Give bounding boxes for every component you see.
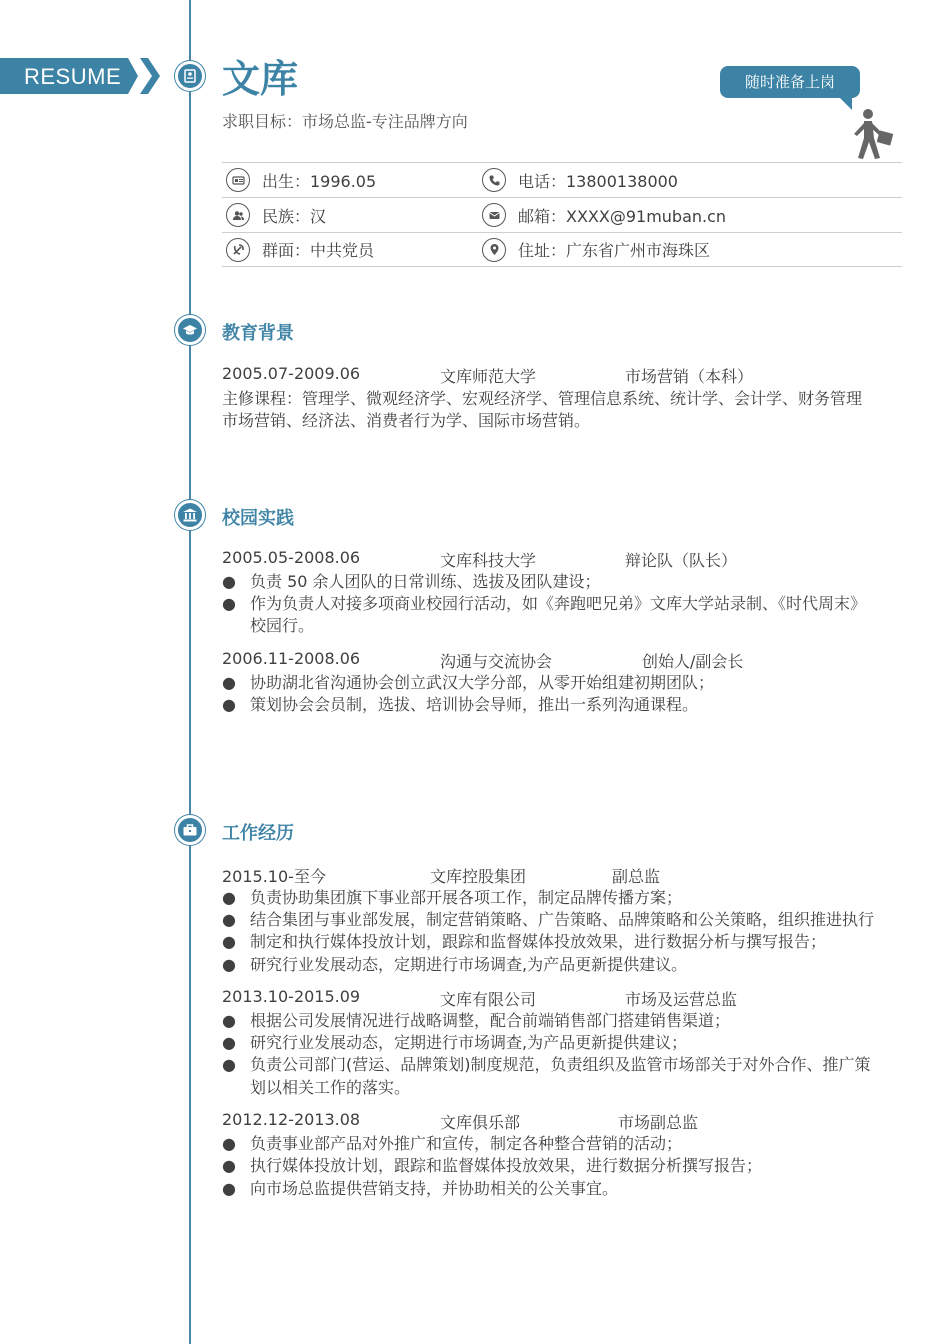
info-row	[222, 232, 902, 267]
campus-role: 辩论队（队长）	[625, 551, 738, 570]
courses-line-2: 市场营销、经济法、消费者行为学、国际市场营销。	[222, 411, 591, 430]
phone-icon	[482, 168, 506, 192]
work-date: 2015.10-至今	[222, 867, 326, 886]
address: 住址：广东省广州市海珠区	[518, 241, 711, 260]
briefcase-icon	[175, 815, 205, 845]
id-card-icon	[226, 168, 250, 192]
campus-date: 2006.11-2008.06	[222, 649, 361, 668]
campus-role: 创始人/副会长	[642, 652, 744, 671]
education-title: 教育背景	[222, 323, 294, 344]
campus-org: 沟通与交流协会	[440, 652, 553, 671]
resume-banner	[0, 58, 160, 94]
party-emblem-icon	[226, 238, 250, 262]
businessman-walking-icon	[848, 108, 896, 162]
work-role: 市场副总监	[618, 1113, 699, 1132]
education-major: 市场营销（本科）	[625, 367, 754, 386]
work-company: 文库俱乐部	[440, 1113, 521, 1132]
profile-icon	[175, 61, 205, 91]
work-role: 副总监	[612, 867, 661, 886]
ethnicity: 民族：汉	[262, 206, 327, 226]
mail-icon	[482, 203, 506, 227]
candidate-name: 文库	[222, 57, 299, 101]
work-title: 工作经历	[222, 823, 294, 844]
email-address: 邮箱：XXXX@91muban.cn	[518, 206, 727, 226]
location-pin-icon	[482, 238, 506, 262]
campus-org: 文库科技大学	[440, 551, 537, 570]
education-date: 2005.07-2009.06	[222, 364, 361, 383]
work-role: 市场及运营总监	[625, 990, 738, 1009]
people-icon	[226, 203, 250, 227]
timeline-line	[189, 0, 191, 1344]
education-school: 文库师范大学	[440, 367, 537, 386]
info-row	[222, 162, 902, 197]
status-bubble: 随时准备上岗	[720, 66, 860, 98]
work-company: 文库有限公司	[440, 990, 537, 1009]
work-company: 文库控股集团	[430, 867, 527, 886]
work-date: 2012.12-2013.08	[222, 1110, 361, 1129]
resume-label: RESUME	[24, 64, 122, 89]
work-date: 2013.10-2015.09	[222, 987, 361, 1006]
info-row	[222, 197, 902, 232]
graduation-cap-icon	[175, 315, 205, 345]
birth-date: 出生：1996.05	[262, 171, 377, 191]
campus-date: 2005.05-2008.06	[222, 548, 361, 567]
personal-info-table	[222, 162, 902, 267]
job-objective: 求职目标：市场总监-专注品牌方向	[222, 112, 468, 131]
courses-line-1: 主修课程：管理学、微观经济学、宏观经济学、管理信息系统、统计学、会计学、财务管理	[222, 389, 863, 408]
phone-number: 电话：13800138000	[518, 171, 678, 191]
campus-title: 校园实践	[222, 508, 294, 529]
institution-icon	[175, 500, 205, 530]
political-status: 群面：中共党员	[262, 241, 375, 260]
